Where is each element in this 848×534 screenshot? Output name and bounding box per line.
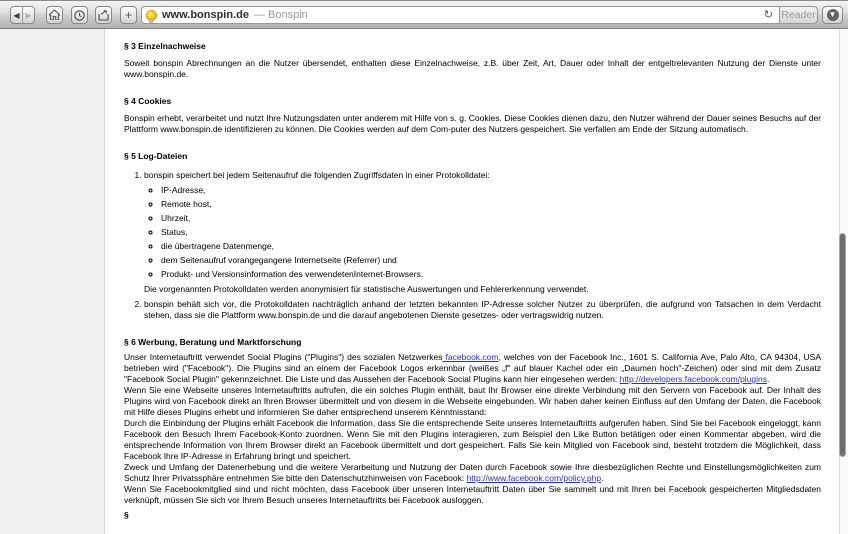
section-heading: § 4 Cookies [124,96,172,106]
bullet-list [144,185,821,280]
body-paragraph: Bonspin erhebt, verarbeitet und nutzt Ihre Nutzungsdaten unter anderem mit Hilfe von s. g. Cookies. Diese Cookies dienen dazu, den Nutzer während der Dauer seines Besuchs auf der Plattform www.bonspin.de identifizieren zu können. Die Cookies werden auf dem Com-puter des Nutzers gespeichert. Sie verfallen am Ende der Sitzung automatisch. [124,113,821,134]
history-button[interactable] [71,6,88,24]
text-link[interactable]: http://developers.facebook.com/plugins [619,374,767,384]
list-item [144,299,821,321]
list-item-lead: bonspin behält sich vor, die Protokolldaten nachträglich anhand der letzten bekannten IP-Adresse solcher Nutzer zu überprüfen, die aufgrund von Tatsachen in dem Verdacht stehen, dass sie die Plattform www.bonspin.de und die darauf angebotenen Dienste gesetzes- oder vertragswidrig nutzen. [144,299,821,320]
body-paragraph: Soweit bonspin Abrechnungen an die Nutzer übersendet, enthalten diese Einzelnachweise, z.B. über Zeit, Art, Dauer oder Inhalt der entgeltrelevanten Nutzung der Dienste unter www.bonspin.de. [124,58,821,79]
bullet-item: ◦ Uhrzeit, [161,213,821,224]
back-button[interactable] [11,7,23,23]
bullet-item: ◦ Remote host, [161,199,821,210]
home-icon [49,10,60,20]
reload-icon[interactable]: ↻ [763,8,773,21]
bullet-item: ◦ IP-Adresse, [161,185,821,196]
browser-toolbar [0,0,848,29]
page-text [105,29,839,521]
bullet-item: ◦ dem Seitenaufruf vorangegangene Internetseite (Referrer) und [161,255,821,266]
body-paragraph: Zweck und Umfang der Datenerhebung und die weitere Verarbeitung und Nutzung der Daten durch Facebook sowie Ihre diesbezüglichen Rechte und Einstellungsmöglichkeiten zum Schutz Ihrer Privatssphäre entnehmen Sie bitte den Datenschutzhinweisen von Facebook: http://www.facebook.com/policy.php. [124,462,821,483]
web-page [104,29,840,534]
list-item-lead: bonspin speichert bei jedem Seitenaufruf die folgenden Zugriffsdaten in einer Protokolldatei: [144,170,490,180]
body-paragraph: Unser Internetauftritt verwendet Social Plugins ("Plugins") des sozialen Netzwerkes facebook.com, welches von der Facebook Inc., 1601 S. California Ave, Palo Alto, CA 94304, USA betrieben wird ("Facebook"). Die Plugins sind an einem der Facebook Logos erkennbar (weißes „f" auf blauer Kachel oder ein „Daumen hoch"-Zeichen) oder sind mit dem Zusatz "Facebook Social Plugin" gekennzeichnet. Die Liste und das Aussehen der Facebook Social Plugins kann hier eingesehen werden: http://developers.facebook.com/plugins. [124,352,821,384]
section-heading: § 5 Log-Dateien [124,151,188,161]
section-heading: § 3 Einzelnachweise [124,41,206,51]
scrollbar-thumb[interactable] [839,233,846,457]
back-forward-control [10,6,35,24]
downloads-button[interactable] [822,6,843,24]
forward-button[interactable] [23,7,34,23]
body-paragraph: Wenn Sie Facebookmitglied sind und nicht möchten, dass Facebook über unseren Internetauftritt Daten über Sie sammelt und mit Ihren bei Facebook gespeicherten Mitgliedsdaten verknüpft, müssen Sie sich vor Ihrem Besuch unseres Internetauftritts bei Facebook ausloggen. [124,484,821,505]
share-icon [98,10,109,21]
bullet-item: ◦ Status, [161,227,821,238]
url-page-title: — Bonspin [253,9,308,21]
share-button[interactable] [95,6,112,24]
lightbulb-favicon-icon [146,10,157,21]
clock-icon [74,10,85,21]
section-heading: § 6 Werbung, Beratung und Marktforschung [124,337,302,347]
forward-arrow-icon: ▶ [25,10,32,20]
reader-button[interactable]: Reader [779,6,818,24]
body-paragraph: Wenn Sie eine Webseite unseres Internetauftritts aufrufen, die ein solches Plugin enthält, baut Ihr Browser eine direkte Verbindung mit den Servern von Facebook auf. Der Inhalt des Plugins wird von Facebook direkt an Ihren Browser übermittelt und von diesem in die Webseite eingebunden. Wir haben daher keinen Einfluss auf den Umfang der Daten, die Facebook mit Hilfe dieses Plugins erhebt und informieren Sie daher entsprechend unserem Kenntnisstand: [124,385,821,417]
clipped-next-heading: § [124,510,129,520]
home-button[interactable] [46,6,63,24]
text-link[interactable]: facebook.com [442,352,499,362]
text-link[interactable]: http://www.facebook.com/policy.php [466,473,602,483]
back-arrow-icon: ◀ [13,10,20,20]
numbered-list [124,170,821,321]
list-item [144,170,821,295]
bullet-item: ◦ die übertragene Datenmenge, [161,241,821,252]
address-bar[interactable] [141,6,779,24]
url-host: www.bonspin.de [162,9,249,21]
new-tab-button[interactable]: + [120,6,137,24]
download-icon: ▼ [827,9,839,21]
bullet-item: ◦ Produkt- und Versionsinformation des verwendetenInternet-Browsers. [161,269,821,280]
list-item-note: Die vorgenannten Protokolldaten werden anonymisiert für statistische Auswertungen und Fehlererkennung verwendet. [144,284,589,294]
body-paragraph: Durch die Einbindung der Plugins erhält Facebook die Information, dass Sie die entsprechende Seite unseres Internetauftritts aufgerufen haben. Sind Sie bei Facebook eingeloggt, kann Facebook den Besuch Ihrem Facebook-Konto zuordnen. Wenn Sie mit den Plugins interagieren, zum Beispiel den Like Button betätigen oder einen Kommentar abgeben, wird die entsprechende Information von Ihrem Browser direkt an Facebook übermittelt und dort gespeichert. Falls Sie kein Mitglied von Facebook sind, besteht trotzdem die Möglichkeit, dass Facebook Ihre IP-Adresse in Erfahrung bringt und speichert. [124,418,821,461]
